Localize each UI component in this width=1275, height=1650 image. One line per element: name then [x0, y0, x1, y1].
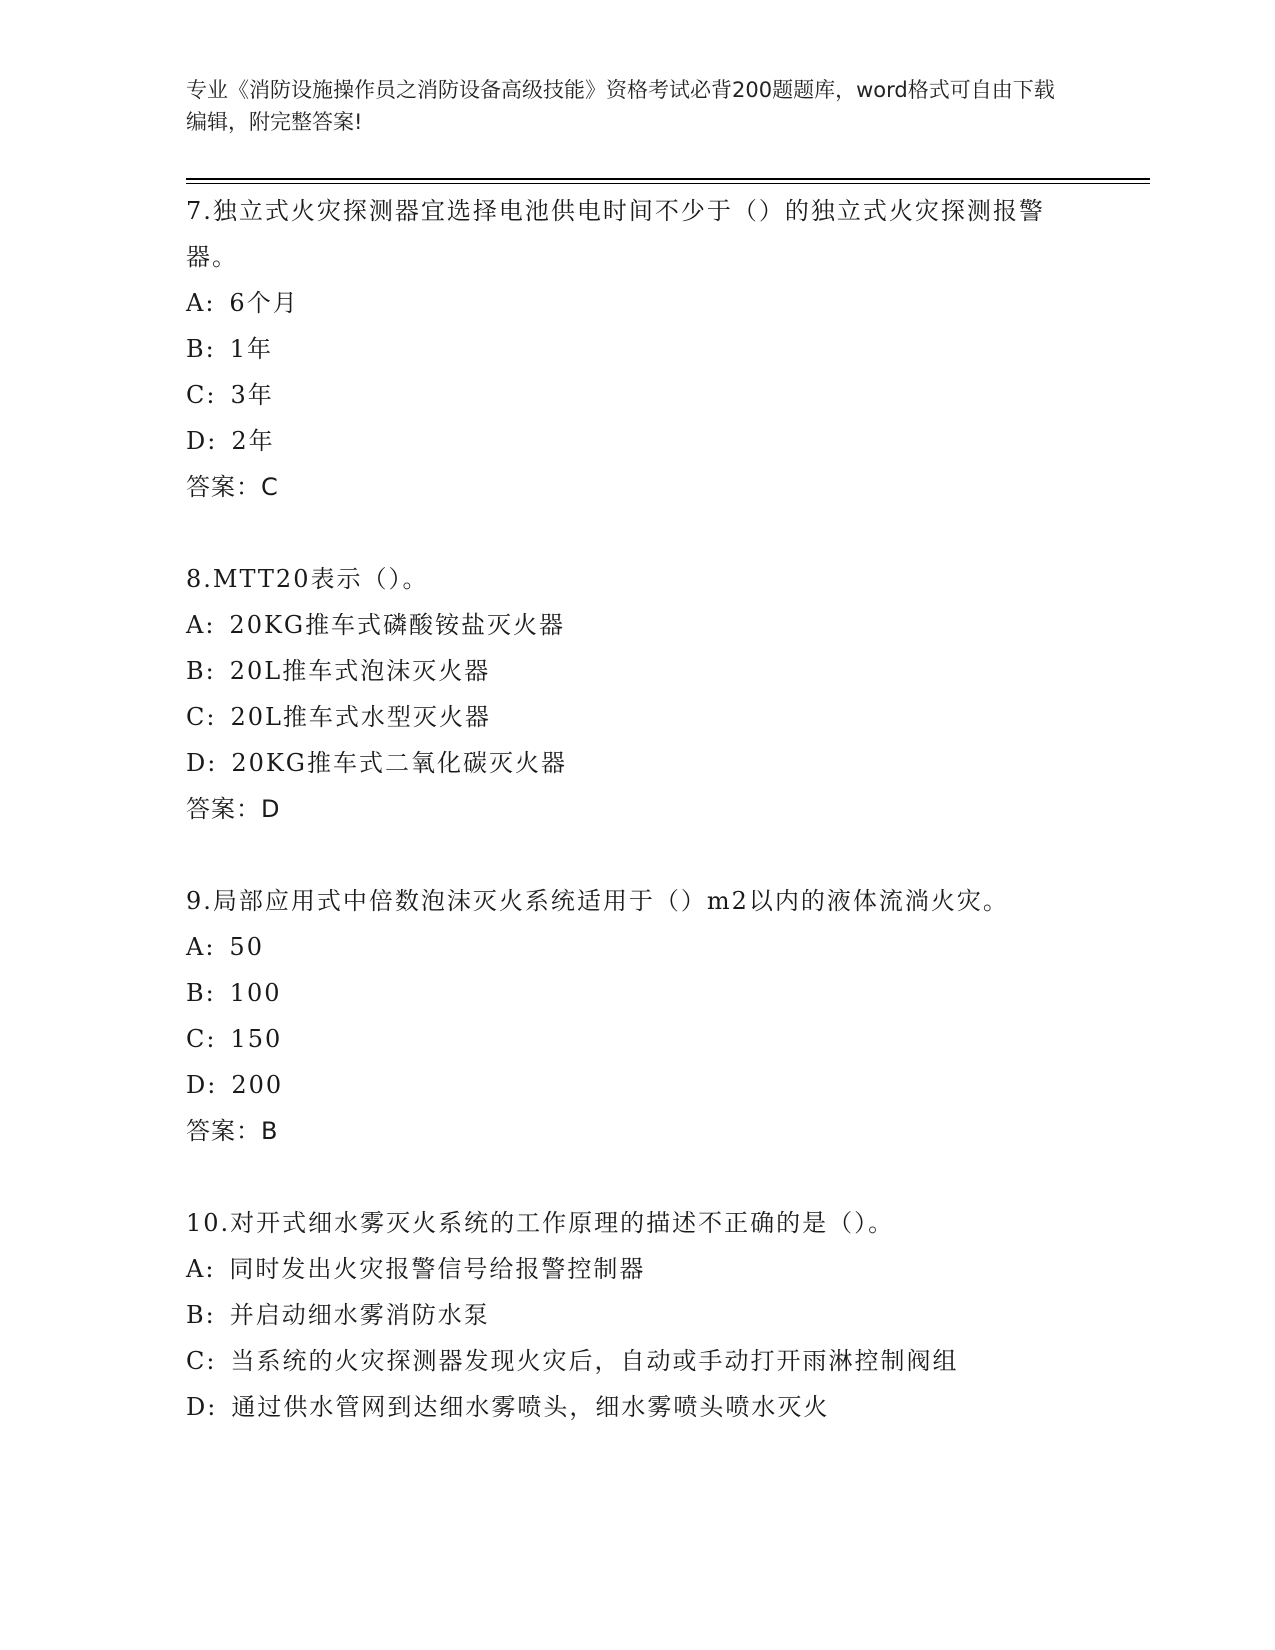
option-text: 20KG推车式二氧化碳灭火器 — [231, 749, 567, 777]
option-letter: B: — [186, 657, 216, 685]
option-text: 20KG推车式磷酸铵盐灭火器 — [229, 611, 566, 639]
answer-line: 答案：B — [186, 1117, 279, 1145]
option-b — [186, 1292, 1066, 1338]
option-text: 3年 — [230, 381, 274, 409]
option-letter: C: — [186, 381, 217, 409]
option-text: 100 — [229, 979, 282, 1007]
option-b — [186, 326, 1066, 372]
question-stem: 10.对开式细水雾灭火系统的工作原理的描述不正确的是（）。 — [186, 1209, 895, 1237]
option-text: 20L推车式泡沫灭火器 — [229, 657, 491, 685]
option-letter: A: — [186, 289, 216, 317]
question-stem: 8.MTT20表示（）。 — [186, 565, 429, 593]
document-header: 专业《消防设施操作员之消防设备高级技能》资格考试必背200题题库，word格式可自由下载编辑，附完整答案! — [186, 78, 1055, 134]
option-letter: D: — [186, 749, 218, 777]
option-b — [186, 970, 1066, 1016]
option-text: 6个月 — [229, 289, 299, 317]
option-a — [186, 602, 1066, 648]
option-a — [186, 1246, 1066, 1292]
option-text: 当系统的火灾探测器发现火灾后，自动或手动打开雨淋控制阀组 — [230, 1347, 959, 1375]
option-letter: B: — [186, 335, 216, 363]
question-list — [186, 188, 1066, 1430]
option-letter: B: — [186, 1301, 216, 1329]
option-b — [186, 648, 1066, 694]
option-letter: A: — [186, 1255, 216, 1283]
option-text: 200 — [231, 1071, 284, 1099]
option-letter: C: — [186, 1347, 217, 1375]
question-10 — [186, 1200, 1066, 1430]
option-d — [186, 1062, 1066, 1108]
option-text: 同时发出火灾报警信号给报警控制器 — [229, 1255, 646, 1283]
option-d — [186, 1384, 1066, 1430]
option-text: 150 — [230, 1025, 283, 1053]
option-text: 20L推车式水型灭火器 — [230, 703, 491, 731]
option-letter: C: — [186, 1025, 217, 1053]
option-a — [186, 280, 1066, 326]
option-text: 通过供水管网到达细水雾喷头，细水雾喷头喷水灭火 — [231, 1393, 830, 1421]
question-stem: 9.局部应用式中倍数泡沫灭火系统适用于（）m2以内的液体流淌火灾。 — [186, 887, 1009, 915]
answer-line: 答案：D — [186, 795, 281, 823]
question-9 — [186, 878, 1066, 1154]
option-letter: C: — [186, 703, 217, 731]
answer-line: 答案：C — [186, 473, 279, 501]
option-letter: D: — [186, 1071, 218, 1099]
option-letter: D: — [186, 427, 218, 455]
option-a — [186, 924, 1066, 970]
option-c — [186, 694, 1066, 740]
option-letter: B: — [186, 979, 216, 1007]
header-rule-thick — [186, 178, 1150, 180]
option-text: 并启动细水雾消防水泵 — [229, 1301, 490, 1329]
question-stem: 7.独立式火灾探测器宜选择电池供电时间不少于（）的独立式火灾探测报警器。 — [186, 197, 1045, 271]
header-rule-thin — [186, 183, 1150, 184]
question-7 — [186, 188, 1066, 510]
option-text: 2年 — [231, 427, 275, 455]
option-letter: A: — [186, 933, 216, 961]
question-8 — [186, 556, 1066, 832]
option-c — [186, 372, 1066, 418]
option-text: 50 — [229, 933, 264, 961]
option-letter: A: — [186, 611, 216, 639]
option-c — [186, 1016, 1066, 1062]
option-letter: D: — [186, 1393, 218, 1421]
option-c — [186, 1338, 1066, 1384]
option-text: 1年 — [229, 335, 274, 363]
option-d — [186, 418, 1066, 464]
option-d — [186, 740, 1066, 786]
